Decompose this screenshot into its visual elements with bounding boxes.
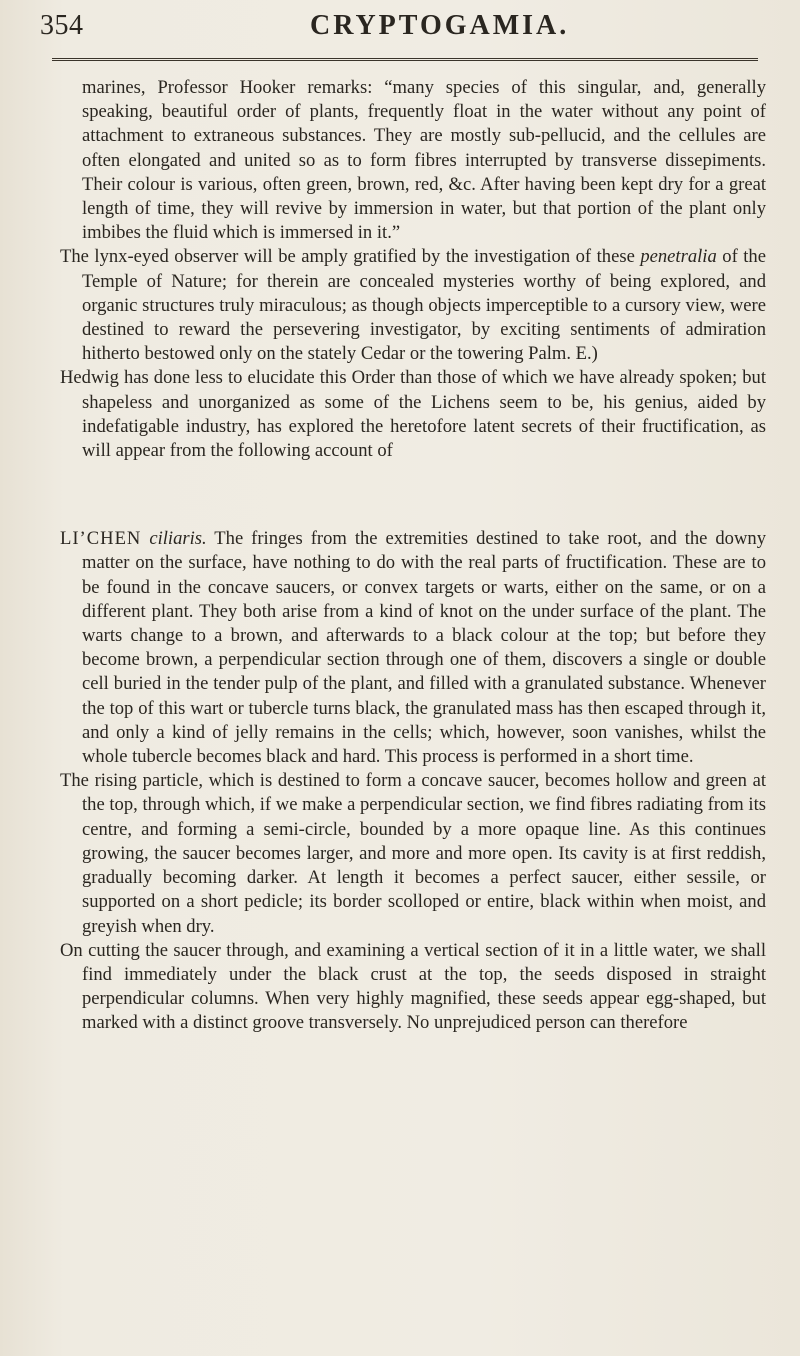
paragraph-lynx-eyed (60, 245, 766, 366)
paragraph-text: The lynx-eyed observer will be amply gratified by the investigation of these (60, 246, 641, 268)
paragraph-hedwig: Hedwig has done less to elucidate this Order than those of which we have already spoken; but shapeless and unorganized as some of the Lichens seem to be, his genius, aided by indefatigable industry, has explored the heretofore latent secrets of their fructification, as will appear from the following account of (60, 367, 766, 462)
paragraph-quote-continuation: marines, Professor Hooker remarks: “many species of this singular, and, generally speaking, beautiful order of plants, frequently float in the water without any point of attachment to extraneous substances. They are mostly sub-pellucid, and the cellules are often elongated and united so as to form fibres interrupted by transverse dissepiments. Their colour is various, often green, brown, red, &c. After having been kept dry for a great length of time, they will revive by immersion in water, but that portion of the plant only imbibes the fluid which is immersed in it.” (82, 77, 766, 244)
paragraph-lichen-ciliaris (60, 527, 766, 769)
italic-term: penetralia (640, 246, 717, 268)
section-gap (60, 463, 766, 527)
page-number: 354 (40, 10, 84, 41)
running-head: CRYPTOGAMIA. (310, 10, 570, 41)
header-rule (52, 58, 758, 61)
paragraph-cutting-saucer: On cutting the saucer through, and examining a vertical section of it in a little water, we shall find immediately under the black crust at the top, the seeds disposed in straight perpendicular columns. When very highly magnified, these seeds appear egg-shaped, but marked with a distinct groove transversely. No unprejudiced person can therefore (60, 939, 766, 1034)
paragraph-rising-particle: The rising particle, which is destined to form a concave saucer, becomes hollow and green at the top, through which, if we make a perpendicular section, we find fibres radiating from its centre, and forming a semi-circle, bounded by a more opaque line. As this continues growing, the saucer becomes larger, and more and more open. Its cavity is at first reddish, gradually becoming darker. At length it becomes a perfect saucer, either sessile, or supported on a short pedicle; its border scolloped or entire, black within when moist, and greyish when dry. (60, 770, 766, 937)
body-text (60, 76, 766, 1036)
genus-heading: LI’CHEN (60, 528, 142, 550)
page-header (40, 10, 760, 46)
species-name: ciliaris. (149, 528, 207, 550)
paragraph-text: The fringes from the extremities destined to take root, and the downy matter on the surface, have nothing to do with the real parts of fructification. These are to be found in the concave saucers, or convex targets or warts, either on the same, or on a different plant. They both arise from a kind of knot on the under surface of the plant. The warts change to a brown, and afterwards to a black colour at the top; but before they become brown, a perpendicular section through one of them, discovers a single or double cell buried in the tender pulp of the plant, and filled with a granulated substance. Whenever the top of this wart or tubercle turns black, the granulated mass has then escaped through it, and only a kind of jelly remains in the cells; which, however, soon vanishes, whilst the whole tubercle becomes black and hard. This process is performed in a short time. (82, 528, 766, 768)
paragraph-text: of the Temple of Nature; for therein are concealed mysteries worthy of being explored, and organic structures truly miraculous; as though objects imperceptible to a cursory view, were destined to reward the persevering investigator, by exciting sentiments of admiration hitherto bestowed only on the stately Cedar or the towering Palm. E.) (82, 246, 766, 365)
